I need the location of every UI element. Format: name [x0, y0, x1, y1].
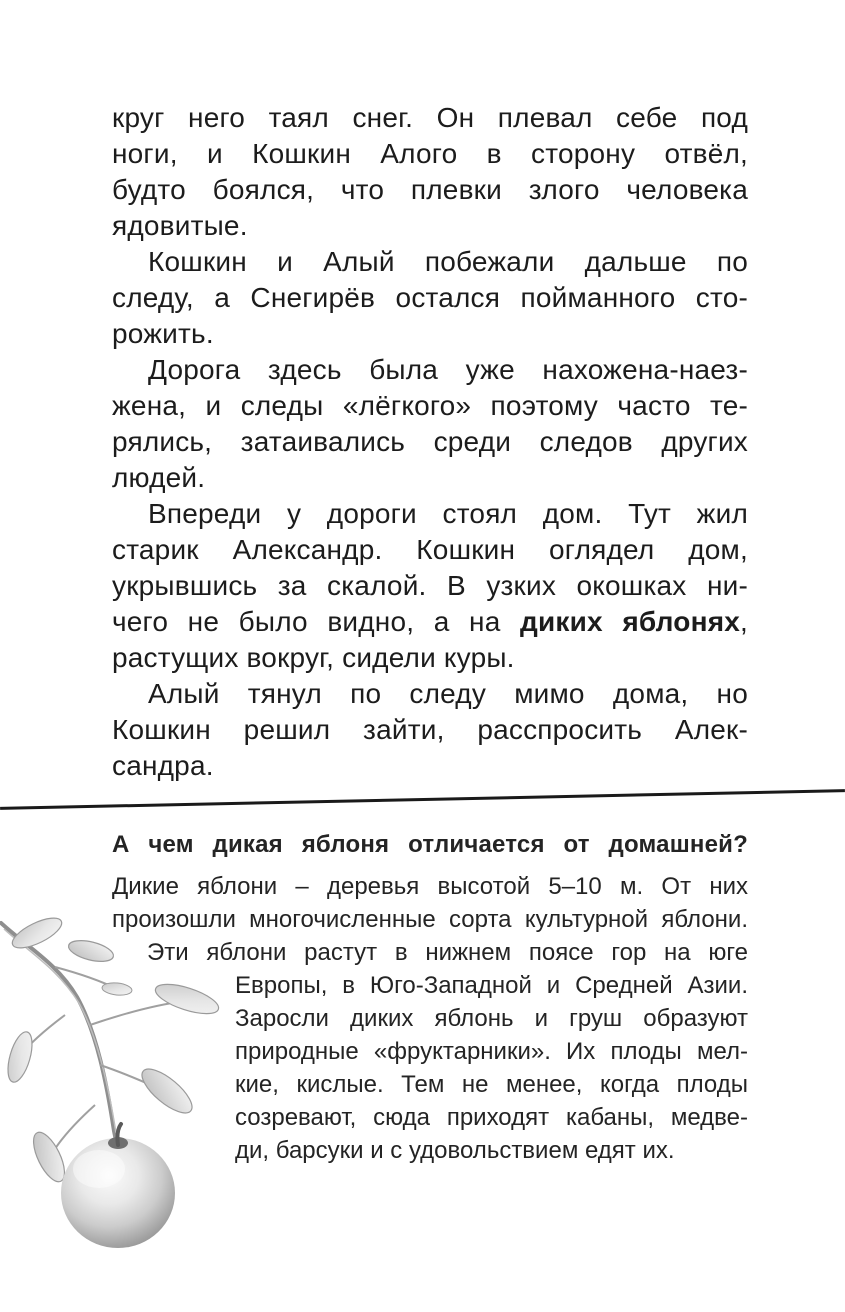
story-text-segment: укрывшись за скалой. В узких окошках ни-	[112, 570, 748, 601]
story-text-line	[112, 208, 748, 244]
story-text-line	[112, 388, 748, 424]
note-text-line: созревают, сюда приходят кабаны, медве-	[235, 1104, 748, 1131]
story-text-segment: рожить.	[112, 318, 214, 349]
story-text-segment: людей.	[112, 462, 206, 493]
story-text-line	[112, 748, 748, 784]
story-text-segment: ноги, и Кошкин Алого в сторону отвёл,	[112, 138, 748, 169]
story-text-line	[112, 640, 748, 676]
note-text-line: Заросли диких яблонь и груш образуют	[235, 1005, 748, 1032]
story-text-line	[112, 532, 748, 568]
story-text-segment: сандра.	[112, 750, 214, 781]
story-text-segment: Впереди у дороги стоял дом. Тут жил	[148, 498, 748, 529]
leaf-shape	[3, 1029, 37, 1084]
story-text-line	[112, 100, 748, 136]
leaf-shape	[27, 1128, 70, 1186]
section-divider-line	[0, 789, 845, 810]
story-text-segment: Кошкин и Алый побежали дальше по	[148, 246, 748, 277]
note-text-line: произошли многочисленные сорта культурной яблони.	[112, 906, 748, 933]
note-body	[112, 870, 748, 1167]
story-text-line	[112, 676, 748, 712]
branch-stroke	[1, 923, 118, 1148]
story-text-line	[112, 604, 748, 640]
note-text-line: Эти яблони растут в нижнем поясе гор на юге	[147, 939, 748, 966]
story-text-line	[112, 568, 748, 604]
story-text-line	[112, 352, 748, 388]
leaf-shape	[67, 937, 116, 966]
story-text-line	[112, 244, 748, 280]
note-text-line: ди, барсуки и с удовольствием едят их.	[235, 1137, 675, 1164]
story-text-line	[112, 172, 748, 208]
story-text-segment: старик Александр. Кошкин оглядел дом,	[112, 534, 748, 565]
story-text-line	[112, 460, 748, 496]
story-text-segment: Алый тянул по следу мимо дома, но	[148, 678, 748, 709]
story-text-line	[112, 496, 748, 532]
story-text-segment: круг него таял снег. Он плевал себе под	[112, 102, 748, 133]
story-text-line	[112, 712, 748, 748]
story-text-segment: рялись, затаивались среди следов других	[112, 426, 748, 457]
story-text	[112, 100, 748, 784]
story-text-segment: ,	[740, 606, 748, 637]
story-text-segment: чего не было видно, а на	[112, 606, 521, 637]
story-text-line	[112, 424, 748, 460]
note-text-line: природные «фруктарники». Их плоды мел-	[235, 1038, 748, 1065]
story-text-line	[112, 136, 748, 172]
story-text-segment: жена, и следы «лёгкого» поэтому часто те-	[112, 390, 748, 421]
story-text-line	[112, 280, 748, 316]
note-text-line: кие, кислые. Тем не менее, когда плоды	[235, 1071, 748, 1098]
note-text-line: Дикие яблони – деревья высотой 5–10 м. От них	[112, 873, 748, 900]
story-text-segment: Кошкин решил зайти, расспросить Алек-	[112, 714, 748, 745]
story-text-segment: будто боялся, что плевки злого человека	[112, 174, 748, 205]
leaf-shape	[8, 912, 65, 954]
story-text-segment: растущих вокруг, сидели куры.	[112, 642, 515, 673]
note-heading: А чем дикая яблоня отличается от домашней?	[112, 831, 748, 858]
story-bold-phrase: диких яблонях	[520, 606, 741, 637]
story-text-segment: следу, а Снегирёв остался пойманного сто-	[112, 282, 748, 313]
branch-texture-stroke	[4, 929, 116, 1133]
story-text-segment: ядовитые.	[112, 210, 248, 241]
note-text-line: Европы, в Юго-Западной и Средней Азии.	[235, 972, 748, 999]
story-text-line	[112, 316, 748, 352]
story-text-segment: Дорога здесь была уже нахожена-наез-	[148, 354, 748, 385]
nature-note-section	[112, 828, 748, 1167]
